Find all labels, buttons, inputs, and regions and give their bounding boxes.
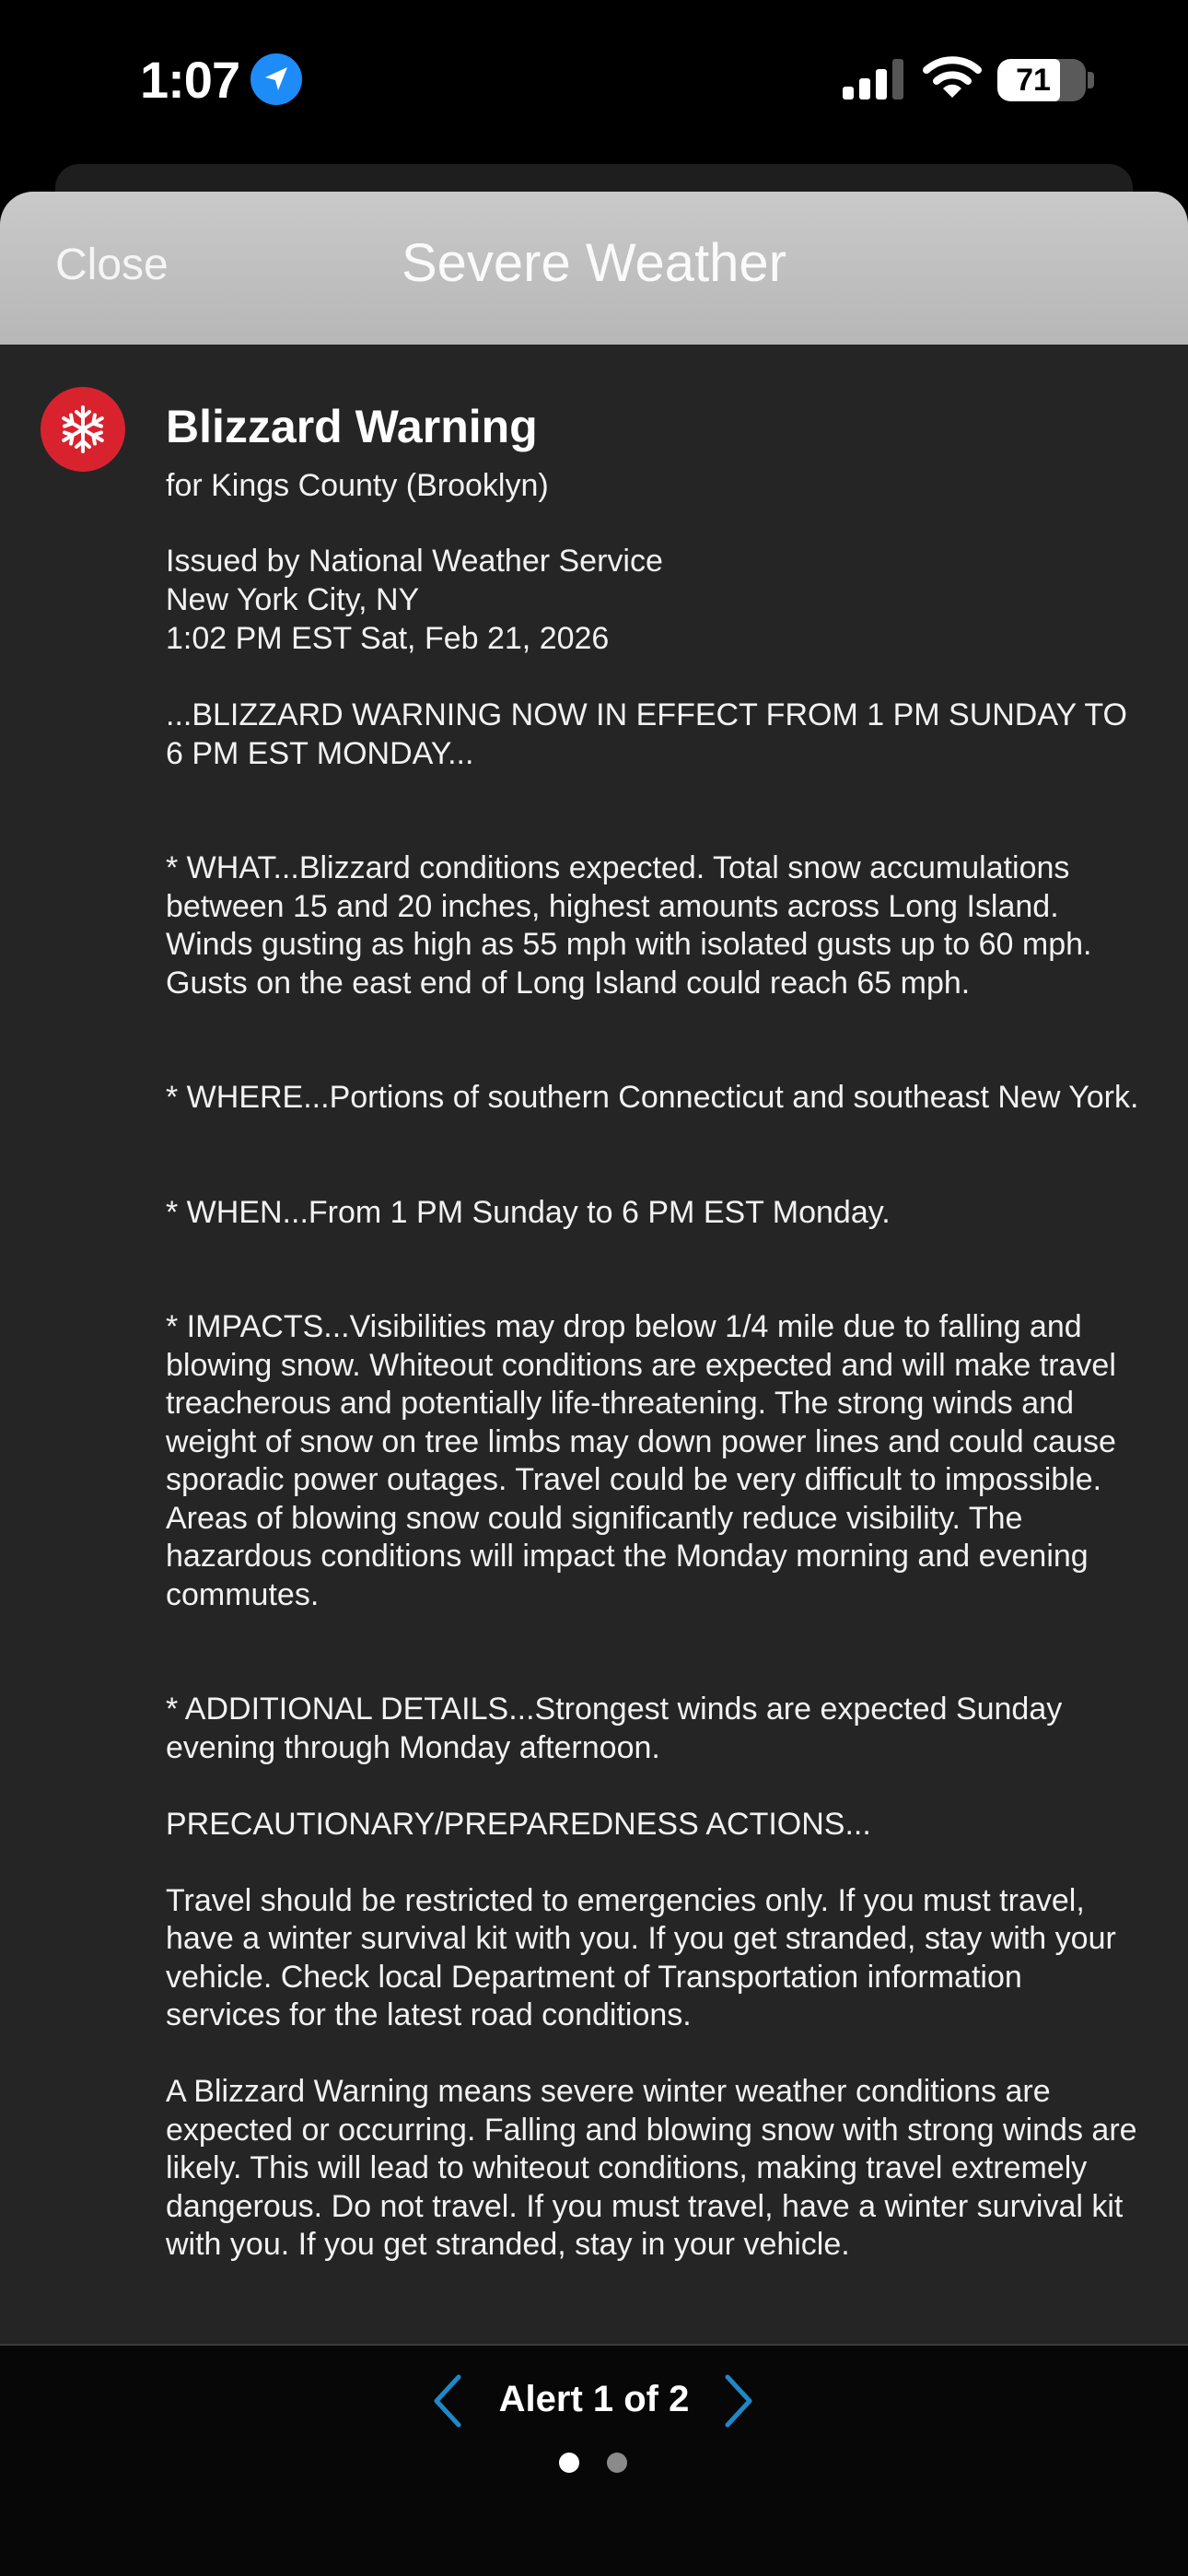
where-paragraph: * WHERE...Portions of southern Connecticut and southeast New York. [166,1080,1139,1115]
battery-percentage: 71 [1016,63,1051,98]
battery-nub [1088,72,1094,88]
definition-paragraph: A Blizzard Warning means severe winter weather conditions are expected or occurring. Falling and blowing snow with strong winds are likely. This will lead to whiteout conditions, making travel extremely dangerous. Do not travel. If you must travel, have a winter survival kit with you. If you get stranded, stay in your vehicle. [166,2074,1137,2262]
headline-paragraph: ...BLIZZARD WARNING NOW IN EFFECT FROM 1 PM SUNDAY TO 6 PM EST MONDAY... [166,697,1128,771]
what-paragraph: * WHAT...Blizzard conditions expected. Total snow accumulations between 15 and 20 inches, highest amounts across Long Island. Winds gusting as high as 55 mph with isolated gusts up to 60 mph. Gusts on the east end of Long Island could reach 65 mph. [166,850,1092,1001]
alert-pager [0,2346,1188,2576]
status-bar [0,0,1188,166]
chevron-right-icon[interactable] [720,2371,757,2430]
page-dot-1[interactable] [559,2453,579,2473]
alert-content[interactable] [0,345,1188,2344]
wifi-icon [923,55,982,100]
chevron-left-icon[interactable] [429,2371,466,2430]
travel-paragraph: Travel should be restricted to emergencies only. If you must travel, have a winter survival kit with you. If you get stranded, stay with your vehicle. Check local Department of Transportation information services for the latest road conditions. [166,1882,1116,2032]
alert-title: Blizzard Warning [166,401,538,452]
alert-counter: Alert 1 of 2 [498,2379,690,2419]
when-paragraph: * WHEN...From 1 PM Sunday to 6 PM EST Monday. [166,1194,891,1230]
alert-body [166,697,1142,2265]
issued-office: New York City, NY [166,582,420,617]
issued-time: 1:02 PM EST Sat, Feb 21, 2026 [166,621,610,656]
impacts-paragraph: * IMPACTS...Visibilities may drop below 1/4 mile due to falling and blowing snow. Whiteout conditions are expected and will make travel treacherous and potentially life-threatening. The strong winds and weight of snow on tree limbs may down power lines and could cause sporadic power outages. Travel could be very difficult to impossible. Areas of blowing snow could significantly reduce visibility. The hazardous conditions will impact the Monday morning and evening commutes. [166,1309,1116,1612]
issued-by: Issued by National Weather Service [166,544,663,579]
snowflake-icon [41,387,125,472]
precautionary-heading: PRECAUTIONARY/PREPAREDNESS ACTIONS... [166,1806,871,1842]
alert-sheet [0,192,1188,2576]
close-button[interactable]: Close [55,240,169,289]
cellular-signal-icon [843,59,905,100]
sheet-header [0,192,1188,345]
battery-icon [997,59,1086,101]
status-time: 1:07 [140,51,240,109]
alert-area: for Kings County (Brooklyn) [166,468,549,503]
sheet-title: Severe Weather [401,233,787,293]
location-arrow-icon [250,53,302,105]
issued-info [166,542,663,658]
page-dot-2[interactable] [607,2453,627,2473]
additional-details-paragraph: * ADDITIONAL DETAILS...Strongest winds are expected Sunday evening through Monday afternoon. [166,1692,1063,1765]
